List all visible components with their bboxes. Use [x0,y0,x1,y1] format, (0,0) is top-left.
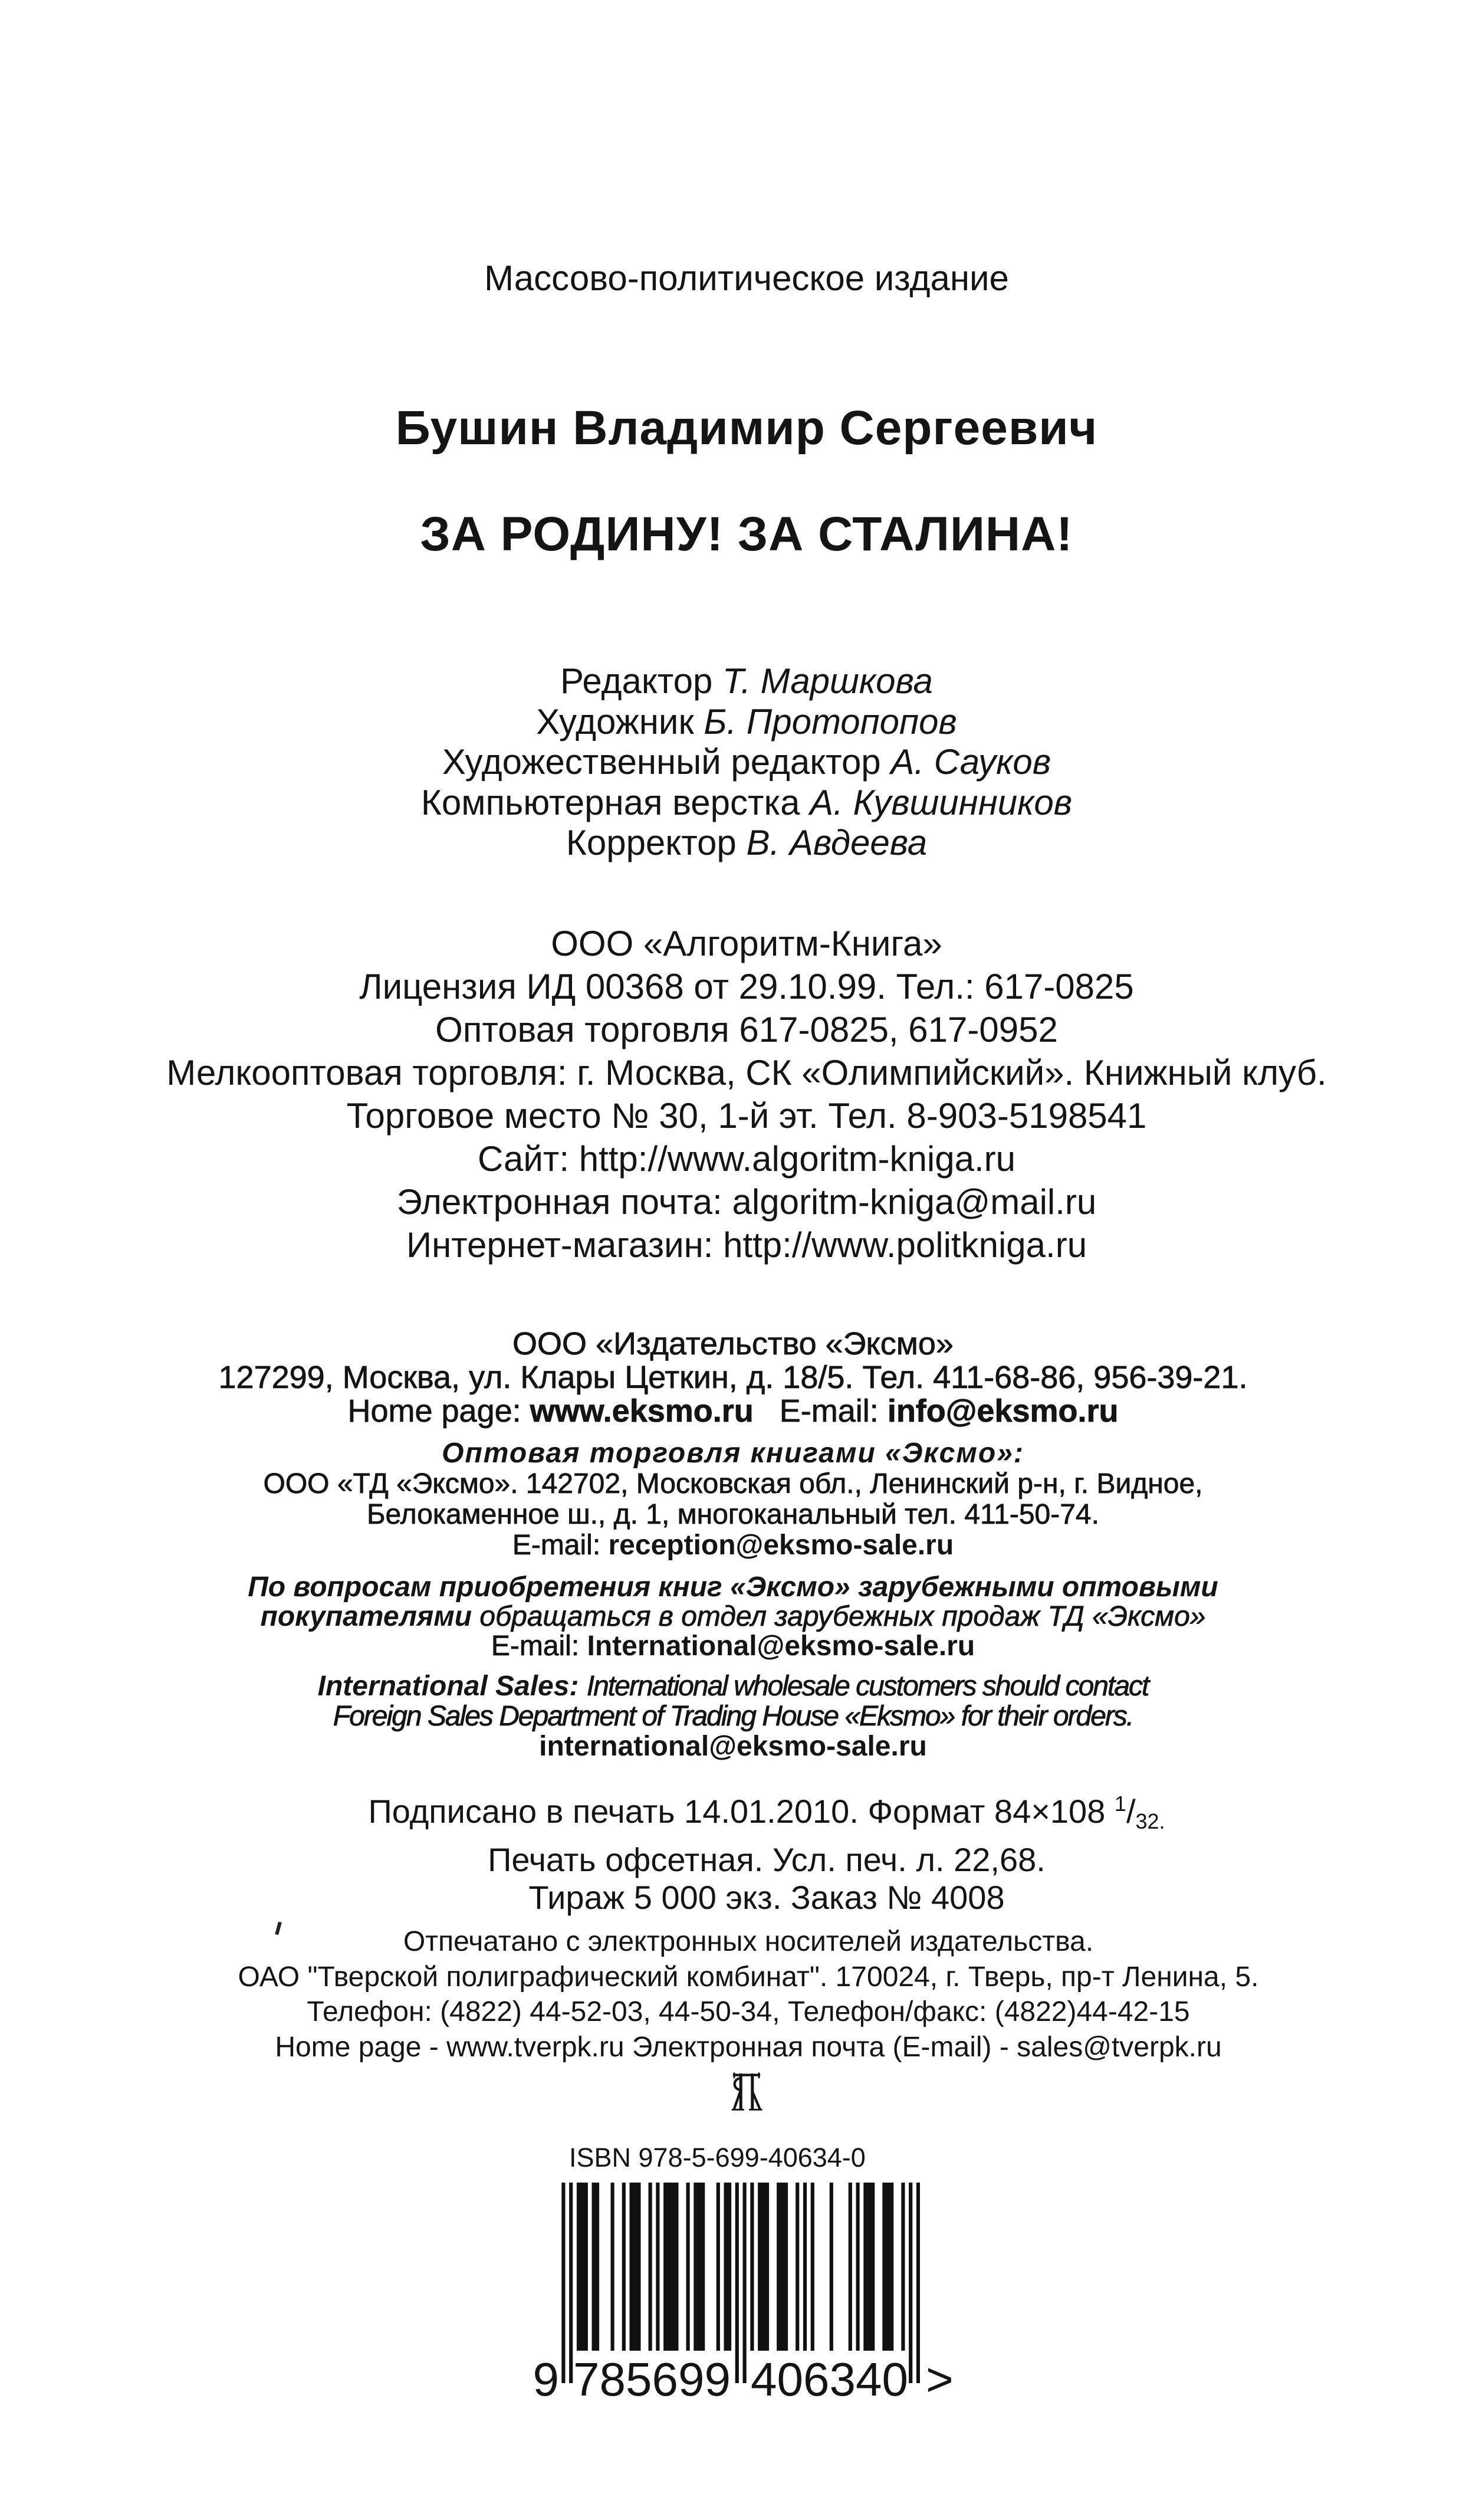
credit-line [14,702,1479,743]
signed-line [54,1785,1479,1841]
trade-place-line: Торговое место № 30, 1-й эт. Тел. 8-903-5198541 [346,1096,1147,1136]
barcode-guard-bar [909,2183,912,2383]
credit-line [14,783,1479,823]
credit-line [14,823,1479,864]
printer-line: Телефон: (4822) 44-52-03, 44-50-34, Телефон/факс: (4822)44-42-15 [307,1996,1190,2027]
wholesale-heading: Оптовая торговля книгами «Эксмо»: [442,1438,1024,1469]
email-value: reception@eksmo-sale.ru [608,1530,954,1561]
barcode-guard-bar [743,2183,747,2383]
wholesale-address-line: ООО «ТД «Эксмо». 142702, Московская обл., Ленинский р-н, г. Видное, [263,1468,1203,1499]
barcode-bar [901,2183,905,2351]
barcode-bar [863,2183,875,2351]
international-label: International Sales: [317,1671,579,1702]
international-line: Foreign Sales Department of Trading House «Eksmo» for their orders. [333,1701,1133,1732]
wholesale-phone-line: Оптовая торговля 617-0825, 617-0952 [435,1010,1058,1049]
barcode-bar [849,2183,852,2351]
format-fraction-denominator: 32. [1135,1809,1165,1833]
barcode-right-digits: 406340 [751,2353,908,2406]
printer-line: ОАО "Тверской полиграфический комбинат". 170024, г. Тверь, пр-т Ленина, 5. [238,1961,1259,1993]
credit-name: А. Сауков [890,742,1051,782]
barcode-guard-bar [561,2183,565,2383]
credit-role: Корректор [566,823,737,862]
international-text: International wholesale customers should contact [586,1671,1149,1702]
series-label: Массово-политическое издание [484,258,1009,298]
eksmo-contacts [0,1394,1466,1428]
foreign-rest: обращаться в отдел зарубежных продаж ТД «Эксмо» [479,1601,1206,1632]
homepage-label: Home page: [347,1393,521,1429]
barcode-bar [592,2183,600,2351]
wholesale-block [0,1438,1466,1561]
barcode-bar [856,2183,860,2351]
barcode-bar [656,2183,659,2351]
printer-line: Отпечатано с электронных носителей издательства. [403,1926,1094,1957]
barcode-bar [750,2183,754,2351]
wholesale-address-line: Белокаменное ш., д. 1, многоканальный тел. 411-50-74. [367,1499,1099,1530]
barcode-bar [777,2183,788,2351]
book-title: ЗА РОДИНУ! ЗА СТАЛИНА! [420,507,1073,561]
barcode-first-digit: 9 [533,2353,559,2406]
printer-line: Home page - www.tverpk.ru Электронная почта (E-mail) - sales@tverpk.ru [275,2031,1222,2063]
barcode-left-digits: 785699 [573,2353,731,2406]
webshop-line: Интернет-магазин: http://www.politkniga.ru [406,1225,1087,1265]
credit-role: Редактор [560,661,713,701]
email-line: Электронная почта: algoritm-kniga@mail.ru [396,1182,1097,1222]
credit-role: Компьютерная верстка [420,782,800,822]
barcode-bar [622,2183,626,2351]
barcode-bar [663,2183,678,2351]
printing-line: Печать офсетная. Усл. печ. л. 22,68. [488,1840,1046,1878]
barcode-guard-bar [916,2183,920,2383]
barcode-bar [724,2183,732,2351]
credit-line [14,742,1479,783]
credit-name: Т. Маршкова [722,661,933,701]
eksmo-name: ООО «Издательство «Эксмо» [512,1326,954,1361]
algoritm-publisher-block [14,922,1479,1266]
credit-name: Б. Протопопов [704,701,957,741]
credit-role: Художественный редактор [442,742,881,782]
email-value: info@eksmo.ru [887,1393,1119,1429]
wholesale-email-line [0,1530,1466,1561]
format-fraction-numerator: 1 [1114,1791,1126,1816]
foreign-buyers-block [0,1573,1466,1661]
foreign-heading-line [0,1602,1466,1632]
homepage-value: www.eksmo.ru [530,1393,754,1429]
eksmo-address: 127299, Москва, ул. Клары Цеткин, д. 18/5. Тел. 411-68-86, 956-39-21. [218,1360,1248,1395]
printer-logo-icon [730,2072,763,2113]
barcode-bar [649,2183,652,2351]
international-email: international@eksmo-sale.ru [539,1731,927,1762]
barcode-bar [811,2183,814,2351]
publisher-name: ООО «Алгоритм-Книга» [551,924,942,963]
foreign-heading-line: По вопросам приобретения книг «Эксмо» зарубежными оптовыми [248,1571,1218,1603]
barcode-bar [758,2183,769,2351]
license-line: Лицензия ИД 00368 от 29.10.99. Тел.: 617-0825 [359,967,1134,1006]
format-fraction-separator: / [1126,1793,1136,1830]
barcode-bar [686,2183,690,2351]
eksmo-publisher-block [0,1327,1466,1428]
barcode-bar [630,2183,641,2351]
barcode-bar [830,2183,833,2351]
email-label: E-mail: [491,1630,580,1662]
barcode-guard-bar [735,2183,739,2383]
barcode-bar [796,2183,799,2351]
small-wholesale-line: Мелкооптовая торговля: г. Москва, СК «Олимпийский». Книжный клуб. [166,1053,1327,1092]
email-label: E-mail: [779,1393,879,1429]
signed-text: Подписано в печать 14.01.2010. Формат 84×108 [368,1793,1106,1830]
run-line: Тираж 5 000 экз. Заказ № 4008 [528,1879,1005,1916]
credit-line [14,661,1479,702]
isbn-number: ISBN 978-5-699-40634-0 [569,2142,866,2173]
foreign-email-line [0,1632,1466,1661]
credit-name: В. Авдеева [746,823,928,862]
credit-role: Художник [536,701,694,741]
barcode-bar [694,2183,705,2351]
barcode-bar [803,2183,807,2351]
print-info-block [54,1785,1479,1917]
international-sales-block [0,1671,1466,1761]
barcode-bar [577,2183,588,2351]
credit-name: А. Кувшинников [810,782,1073,822]
foreign-bold-word: покупателями [260,1601,472,1632]
website-line: Сайт: http://www.algoritm-kniga.ru [478,1139,1015,1179]
printer-block [18,1924,1479,2065]
credits-list [14,661,1479,864]
email-label: E-mail: [512,1530,601,1561]
email-value: International@eksmo-sale.ru [587,1630,975,1662]
barcode-bar [882,2183,893,2351]
barcode-guard-bar [569,2183,573,2383]
barcode-bar [611,2183,614,2351]
barcode-quiet-zone-mark: > [926,2353,954,2406]
barcode-bar [717,2183,720,2351]
author-name: Бушин Владимир Сергеевич [395,401,1098,455]
international-line [0,1671,1466,1701]
